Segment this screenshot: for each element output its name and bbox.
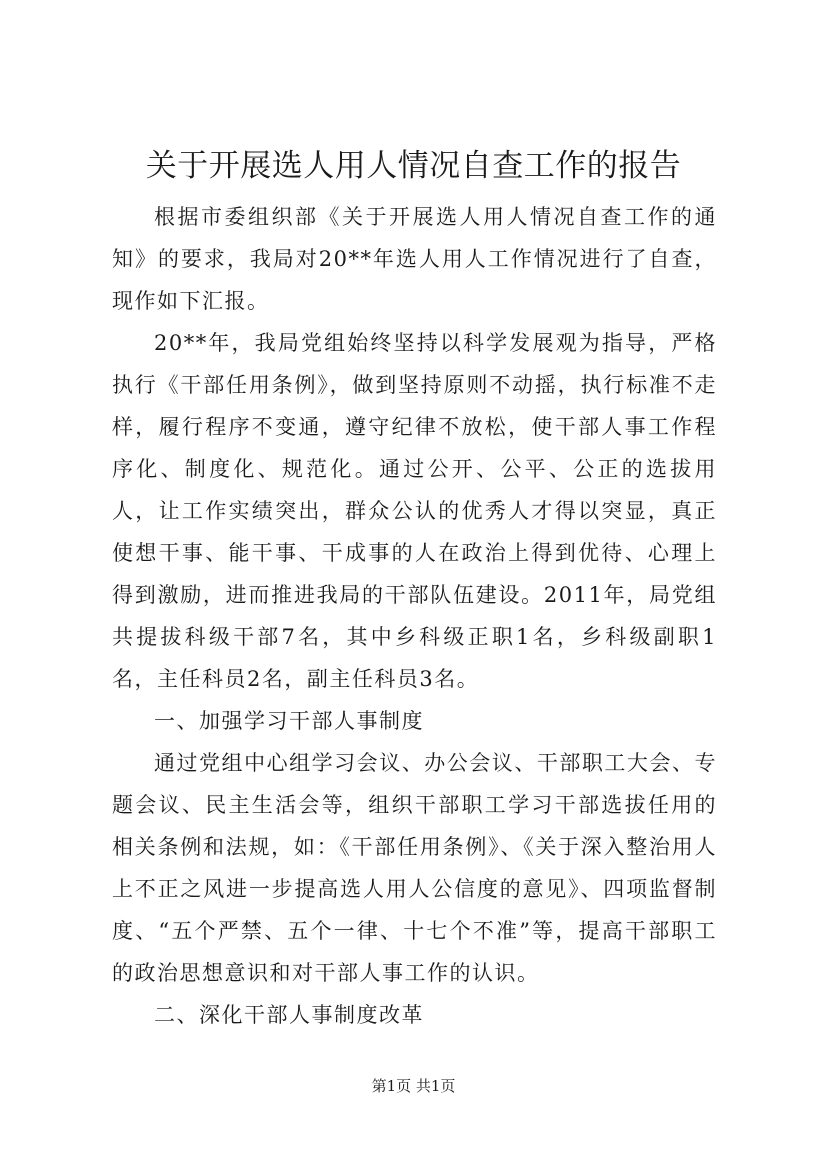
paragraph-intro: 根据市委组织部《关于开展选人用人情况自查工作的通知》的要求，我局对20**年选人用人工作情况进行了自查，现作如下汇报。 (112, 205, 717, 313)
paragraph-overview: 20**年，我局党组始终坚持以科学发展观为指导，严格执行《干部任用条例》，做到坚持原则不动摇，执行标准不走样，履行程序不变通，遵守纪律不放松，使干部人事工作程序化、制度化、规范化。通过公开、公平、公正的选拔用人，让工作实绩突出，群众公认的优秀人才得以突显，真正使想干事、能干事、干成事的人在政治上得到优待、心理上得到激励，进而推进我局的干部队伍建设。2011年，局党组共提拔科级干部7名，其中乡科级正职1名，乡科级副职1名，主任科员2名，副主任科员3名。 (112, 331, 717, 691)
section-heading-1: 一、加强学习干部人事制度 (154, 709, 424, 733)
paragraph-section-1: 通过党组中心组学习会议、办公会议、干部职工大会、专题会议、民主生活会等，组织干部职工学习干部选拔任用的相关条例和法规，如：《干部任用条例》、《关于深入整治用人上不正之风进一步提高选人用人公信度的意见》、四项监督制度、“五个严禁、五个一律、十七个不准”等，提高干部职工的政治思想意识和对干部人事工作的认识。 (112, 751, 717, 985)
document-body (112, 196, 717, 1036)
page-number-footer: 第1页 共1页 (371, 1077, 456, 1095)
document-title: 关于开展选人用人情况自查工作的报告 (145, 148, 682, 184)
section-heading-2: 二、深化干部人事制度改革 (154, 1003, 424, 1027)
